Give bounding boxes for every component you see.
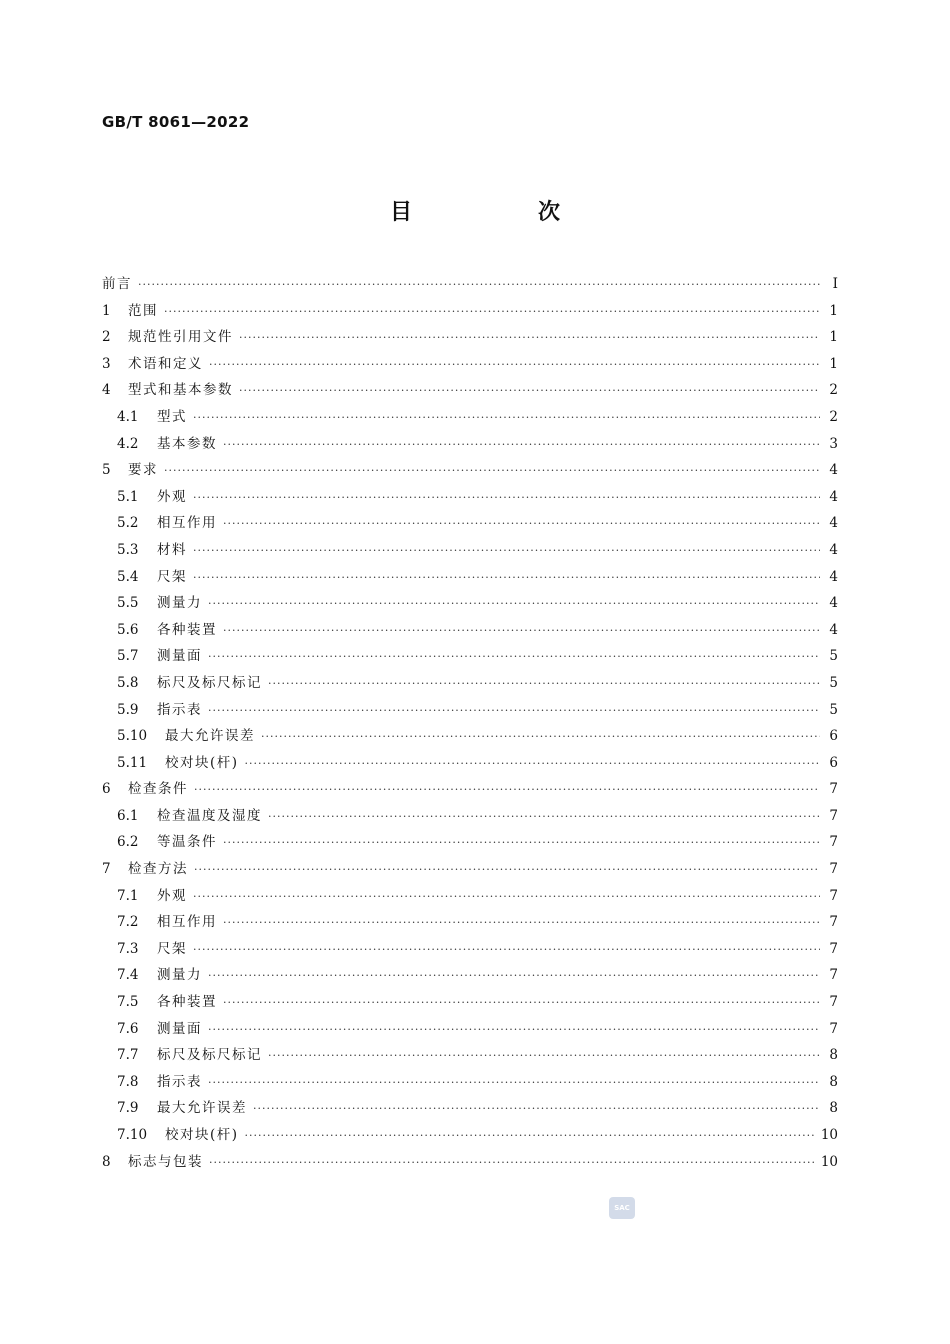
toc-entry-number: 6 <box>102 781 111 798</box>
toc-entry-label: 最大允许误差 <box>157 1100 247 1117</box>
toc-entry-page: 4 <box>829 568 838 585</box>
toc-entry[interactable] <box>102 857 838 884</box>
toc-entry[interactable] <box>102 937 838 964</box>
toc-entry-number: 7.8 <box>117 1073 139 1090</box>
dot-leader <box>164 305 820 318</box>
standard-code: GB/T 8061—2022 <box>102 113 250 131</box>
dot-leader <box>164 464 820 477</box>
toc-entry[interactable] <box>102 352 838 379</box>
toc-entry[interactable] <box>102 1043 838 1070</box>
toc-entry-label: 检查方法 <box>128 861 188 878</box>
dot-leader <box>208 597 820 610</box>
toc-entry-page: 4 <box>829 515 838 532</box>
dot-leader <box>193 943 820 956</box>
dot-leader <box>193 411 820 424</box>
toc-entry[interactable] <box>102 1017 838 1044</box>
toc-entry-page: 7 <box>829 914 838 931</box>
toc-entry-number: 4.1 <box>117 408 139 425</box>
dot-leader <box>239 331 820 344</box>
toc-entry-label: 相互作用 <box>157 914 217 931</box>
dot-leader <box>223 996 820 1009</box>
toc-entry-number: 5.11 <box>117 754 148 771</box>
toc-entry-page: 8 <box>829 1047 838 1064</box>
toc-entry[interactable] <box>102 671 838 698</box>
dot-leader <box>268 810 820 823</box>
toc-entry-number: 7.6 <box>117 1020 139 1037</box>
toc-entry[interactable] <box>102 830 838 857</box>
toc-entry-number: 5.2 <box>117 515 139 532</box>
toc-entry[interactable] <box>102 910 838 937</box>
toc-entry-number: 1 <box>102 302 111 319</box>
dot-leader <box>193 491 820 504</box>
toc-entry[interactable] <box>102 1096 838 1123</box>
dot-leader <box>208 650 820 663</box>
toc-entry-page: 3 <box>829 435 838 452</box>
toc-entry-page: 4 <box>829 595 838 612</box>
toc-entry-label: 指示表 <box>157 701 202 718</box>
page-title: 目 次 <box>389 200 612 225</box>
toc-entry[interactable] <box>102 405 838 432</box>
toc-entry-page: Ⅰ <box>832 276 838 292</box>
toc-entry-page: 7 <box>829 994 838 1011</box>
toc-entry-label: 最大允许误差 <box>165 728 255 745</box>
toc-entry[interactable] <box>102 432 838 459</box>
toc-entry-number: 7 <box>102 861 111 878</box>
toc-entry-page: 1 <box>829 302 838 319</box>
toc-entry-page: 5 <box>829 701 838 718</box>
toc-entry-number: 4.2 <box>117 435 139 452</box>
toc-entry-label: 型式和基本参数 <box>128 382 233 399</box>
toc-entry[interactable] <box>102 565 838 592</box>
toc-entry-label: 基本参数 <box>157 435 217 452</box>
dot-leader <box>138 278 820 291</box>
toc-entry-label: 规范性引用文件 <box>128 329 233 346</box>
toc-entry-page: 5 <box>829 648 838 665</box>
toc-entry[interactable] <box>102 325 838 352</box>
toc-entry-number: 7.1 <box>117 887 139 904</box>
dot-leader <box>208 969 820 982</box>
toc-entry-label: 材料 <box>157 541 187 558</box>
toc-entry-number: 5.7 <box>117 648 139 665</box>
toc-entry-label: 检查温度及湿度 <box>157 807 262 824</box>
dot-leader <box>209 1156 815 1169</box>
dot-leader <box>245 1129 815 1142</box>
toc-entry-label: 校对块(杆) <box>165 754 239 771</box>
toc-entry-page: 7 <box>829 861 838 878</box>
toc-entry-page: 10 <box>820 1153 838 1170</box>
toc-entry-label: 测量面 <box>157 1020 202 1037</box>
dot-leader <box>208 1023 820 1036</box>
toc-entry-label: 术语和定义 <box>128 355 203 372</box>
toc-entry[interactable] <box>102 485 838 512</box>
toc-entry-number: 5.5 <box>117 595 139 612</box>
toc-entry-number: 5.6 <box>117 621 139 638</box>
toc-entry-number: 5.1 <box>117 488 139 505</box>
toc-entry-page: 1 <box>829 329 838 346</box>
toc-entry-page: 7 <box>829 834 838 851</box>
toc-entry-number: 7.2 <box>117 914 139 931</box>
dot-leader <box>193 890 820 903</box>
dot-leader <box>223 517 820 530</box>
toc-entry-label: 范围 <box>128 302 158 319</box>
toc-entry-label: 指示表 <box>157 1073 202 1090</box>
toc-entry-page: 2 <box>829 382 838 399</box>
toc-entry[interactable] <box>102 804 838 831</box>
toc-entry-number: 5.10 <box>117 728 148 745</box>
toc-entry[interactable] <box>102 777 838 804</box>
toc-entry-label: 测量力 <box>157 967 202 984</box>
toc-entry-label: 尺架 <box>157 568 187 585</box>
toc-entry-number: 6.1 <box>117 807 139 824</box>
toc-entry-page: 5 <box>829 674 838 691</box>
toc-entry-label: 标尺及标尺标记 <box>157 674 262 691</box>
toc-entry-number: 5.3 <box>117 541 139 558</box>
toc-entry-label: 各种装置 <box>157 621 217 638</box>
toc-entry[interactable] <box>102 272 838 299</box>
toc-entry-page: 6 <box>829 728 838 745</box>
toc-entry-label: 各种装置 <box>157 994 217 1011</box>
dot-leader <box>268 677 820 690</box>
dot-leader <box>193 571 820 584</box>
dot-leader <box>223 438 820 451</box>
dot-leader <box>268 1049 820 1062</box>
toc-entry[interactable] <box>102 618 838 645</box>
sac-watermark-logo: SAC <box>609 1197 635 1219</box>
toc-entry-label: 尺架 <box>157 940 187 957</box>
toc-entry[interactable] <box>102 963 838 990</box>
toc-entry[interactable] <box>102 698 838 725</box>
toc-entry-label: 外观 <box>157 887 187 904</box>
toc-entry-page: 8 <box>829 1100 838 1117</box>
dot-leader <box>261 730 820 743</box>
dot-leader <box>245 757 820 770</box>
dot-leader <box>193 544 820 557</box>
toc-entry-number: 3 <box>102 355 111 372</box>
toc-entry-label: 外观 <box>157 488 187 505</box>
toc-entry-page: 8 <box>829 1073 838 1090</box>
toc-entry-page: 1 <box>829 355 838 372</box>
toc-entry-page: 7 <box>829 807 838 824</box>
toc-entry[interactable] <box>102 1123 838 1150</box>
dot-leader <box>239 384 820 397</box>
toc-entry-label: 型式 <box>157 408 187 425</box>
dot-leader <box>223 916 820 929</box>
toc-entry-number: 2 <box>102 329 111 346</box>
toc-entry-number: 8 <box>102 1153 111 1170</box>
toc-entry-label: 相互作用 <box>157 515 217 532</box>
toc-entry-label: 要求 <box>128 462 158 479</box>
toc-entry-page: 7 <box>829 887 838 904</box>
dot-leader <box>209 358 820 371</box>
table-of-contents <box>102 272 838 1176</box>
toc-entry[interactable] <box>102 644 838 671</box>
toc-entry[interactable] <box>102 538 838 565</box>
toc-entry[interactable] <box>102 884 838 911</box>
toc-entry[interactable] <box>102 990 838 1017</box>
toc-entry-label: 标志与包装 <box>128 1153 203 1170</box>
toc-entry-page: 4 <box>829 621 838 638</box>
toc-entry[interactable] <box>102 591 838 618</box>
toc-entry-label: 测量力 <box>157 595 202 612</box>
toc-entry-label: 等温条件 <box>157 834 217 851</box>
toc-entry-label: 标尺及标尺标记 <box>157 1047 262 1064</box>
toc-entry-number: 4 <box>102 382 111 399</box>
toc-entry[interactable] <box>102 751 838 778</box>
toc-entry[interactable] <box>102 299 838 326</box>
toc-entry-number: 6.2 <box>117 834 139 851</box>
toc-entry-page: 7 <box>829 781 838 798</box>
toc-entry-number: 5.9 <box>117 701 139 718</box>
toc-entry-number: 7.7 <box>117 1047 139 1064</box>
toc-entry[interactable] <box>102 378 838 405</box>
toc-entry-number: 7.5 <box>117 994 139 1011</box>
toc-entry-number: 5.8 <box>117 674 139 691</box>
toc-entry-label: 检查条件 <box>128 781 188 798</box>
dot-leader <box>208 1076 820 1089</box>
toc-entry[interactable] <box>102 511 838 538</box>
toc-entry-number: 7.4 <box>117 967 139 984</box>
toc-entry-page: 6 <box>829 754 838 771</box>
toc-entry-page: 4 <box>829 462 838 479</box>
toc-entry-label: 校对块(杆) <box>165 1127 239 1143</box>
toc-entry-number: 5 <box>102 462 111 479</box>
toc-entry-page: 7 <box>829 967 838 984</box>
toc-entry-page: 2 <box>829 408 838 425</box>
toc-entry-page: 10 <box>820 1127 838 1143</box>
toc-entry-page: 7 <box>829 1020 838 1037</box>
toc-entry-number: 7.10 <box>117 1127 148 1143</box>
toc-entry[interactable] <box>102 1070 838 1097</box>
dot-leader <box>223 624 820 637</box>
toc-entry-number: 5.4 <box>117 568 139 585</box>
toc-entry-number: 7.3 <box>117 940 139 957</box>
toc-entry[interactable] <box>102 724 838 751</box>
toc-entry[interactable] <box>102 1150 838 1177</box>
toc-entry[interactable] <box>102 458 838 485</box>
toc-entry-page: 4 <box>829 541 838 558</box>
toc-entry-page: 4 <box>829 488 838 505</box>
toc-entry-number: 7.9 <box>117 1100 139 1117</box>
dot-leader <box>223 836 820 849</box>
toc-entry-page: 7 <box>829 940 838 957</box>
dot-leader <box>194 783 820 796</box>
dot-leader <box>253 1102 820 1115</box>
dot-leader <box>208 704 820 717</box>
toc-entry-label: 前言 <box>102 276 132 292</box>
dot-leader <box>194 863 820 876</box>
toc-entry-label: 测量面 <box>157 648 202 665</box>
